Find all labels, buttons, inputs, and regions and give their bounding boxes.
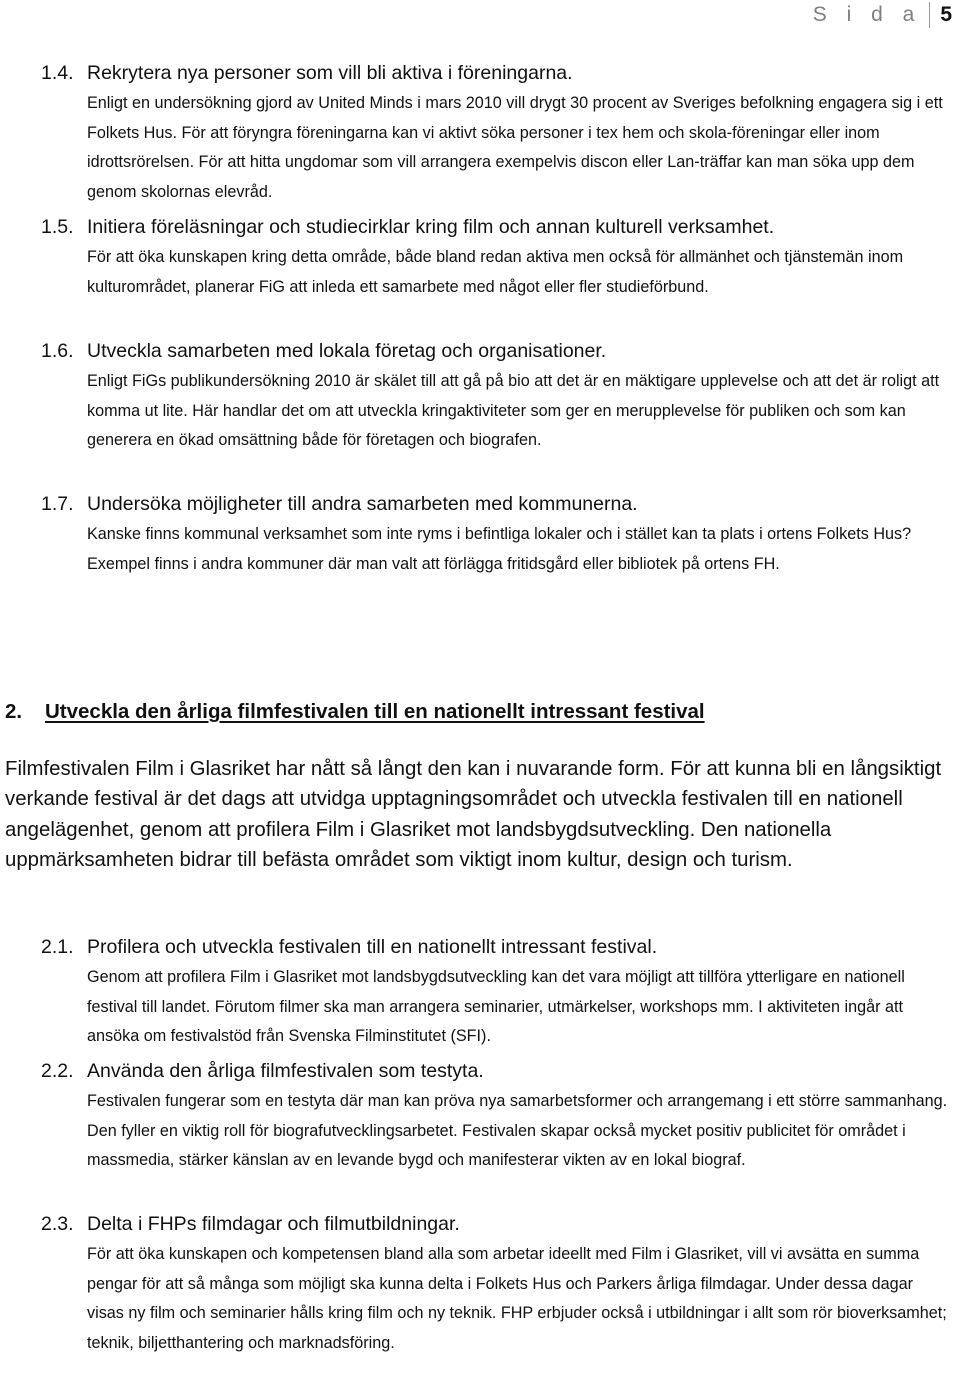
section-number: 1.7. — [41, 493, 74, 515]
section-heading — [0, 934, 960, 960]
chapter-intro-block — [0, 754, 960, 876]
section-2 — [0, 698, 960, 726]
section-title: Undersöka möjligheter till andra samarbeten med kommunerna. — [87, 493, 638, 515]
section-title: Profilera och utveckla festivalen till en nationellt intressant festival. — [87, 936, 658, 958]
page-number: 5 — [940, 3, 952, 26]
section-body: Genom att profilera Film i Glasriket mot landsbygdsutveckling kan det vara möjligt att tillföra ytterligare en nationell festival till landet. Förutom filmer ska man arrangera seminarier, utmärkelser, workshops mm. I aktiviteten ingår att ansöka om festivalstöd från Svenska Filminstitutet (SFI). — [87, 968, 905, 1046]
section-heading — [0, 338, 960, 364]
section-title: Utveckla samarbeten med lokala företag och organisationer. — [87, 340, 607, 362]
section-heading — [0, 1058, 960, 1084]
section-body: Enligt FiGs publikundersökning 2010 är skälet till att gå på bio att det är en mäktigare upplevelse och att det är roligt att komma ut lite. Här handlar det om att utveckla kringaktiviteter som ger en merupplevelse för publiken och som kan generera en ökad omsättning både för företagen och biografen. — [87, 372, 940, 450]
section-1-6 — [0, 338, 960, 456]
section-title: Använda den årliga filmfestivalen som testyta. — [87, 1060, 484, 1082]
page-label: S i d a — [812, 3, 922, 26]
section-title: Delta i FHPs filmdagar och filmutbildningar. — [87, 1213, 460, 1235]
section-1-7 — [0, 491, 960, 579]
section-title: Initiera föreläsningar och studiecirklar kring film och annan kulturell verksamhet. — [87, 216, 775, 238]
page-header-divider — [929, 2, 930, 28]
section-body: Enligt en undersökning gjord av United Minds i mars 2010 vill drygt 30 procent av Sveriges befolkning engagera sig i ett Folkets Hus. För att föryngra föreningarna kan vi aktivt söka personer i tex hem och skola-föreningar eller inom idrottsrörelsen. För att hitta ungdomar som vill arrangera exempelvis discon eller Lan-träffar kan man söka upp dem genom skolornas elevråd. — [87, 94, 943, 201]
section-heading — [0, 491, 960, 517]
section-number: 1.6. — [41, 340, 74, 362]
section-body: Festivalen fungerar som en testyta där man kan pröva nya samarbetsformer och arrangemang i ett större sammanhang. Den fyller en viktig roll för biografutvecklingsarbetet. Festivalen skapar också mycket positiv publicitet för området i massmedia, stärker känslan av en levande bygd och manifesterar vikten av en lokal biograf. — [87, 1092, 948, 1170]
section-heading — [0, 1211, 960, 1237]
chapter-title: Utveckla den årliga filmfestivalen till en nationellt intressant festival — [45, 700, 705, 723]
section-2-1 — [0, 934, 960, 1052]
chapter-heading — [0, 698, 960, 726]
section-2-2 — [0, 1058, 960, 1176]
section-title: Rekrytera nya personer som vill bli aktiva i föreningarna. — [87, 62, 573, 84]
section-1-5 — [0, 214, 960, 302]
section-body: För att öka kunskapen och kompetensen bland alla som arbetar ideellt med Film i Glasriket, vill vi avsätta en summa pengar för att så många som möjligt ska kunna delta i Folkets Hus och Parkers årliga filmdagar. Under dessa dagar visas ny film och seminarier hålls kring film och ny teknik. FHP erbjuder också i utbildningar i allt som rör bioverksamhet; teknik, biljetthantering och marknadsföring. — [87, 1245, 947, 1352]
section-number: 2.2. — [41, 1060, 74, 1082]
section-heading — [0, 214, 960, 240]
page-header — [813, 2, 952, 28]
chapter-number: 2. — [5, 700, 23, 723]
section-number: 2.3. — [41, 1213, 74, 1235]
section-body: Kanske finns kommunal verksamhet som inte ryms i befintliga lokaler och i stället kan ta plats i ortens Folkets Hus? Exempel finns i andra kommuner där man valt att förlägga fritidsgård eller bibliotek på ortens FH. — [87, 525, 912, 573]
section-body: För att öka kunskapen kring detta område, både bland redan aktiva men också för allmänhet och tjänstemän inom kulturområdet, planerar FiG att inleda ett samarbete med något eller fler studieförbund. — [87, 248, 904, 296]
section-heading — [0, 60, 960, 86]
section-number: 1.5. — [41, 216, 74, 238]
section-2-3 — [0, 1211, 960, 1358]
chapter-intro: Filmfestivalen Film i Glasriket har nått så långt den kan i nuvarande form. För att kunna bli en långsiktigt verkande festival är det dags att utvidga upptagningsområdet och utveckla festivalen till en nationell angelägenhet, genom att profilera Film i Glasriket mot landsbygdsutveckling. Den nationella uppmärksamheten bidrar till befästa området som viktigt inom kultur, design och turism. — [5, 758, 942, 872]
section-number: 2.1. — [41, 936, 74, 958]
section-1-4 — [0, 60, 960, 207]
section-number: 1.4. — [41, 62, 74, 84]
